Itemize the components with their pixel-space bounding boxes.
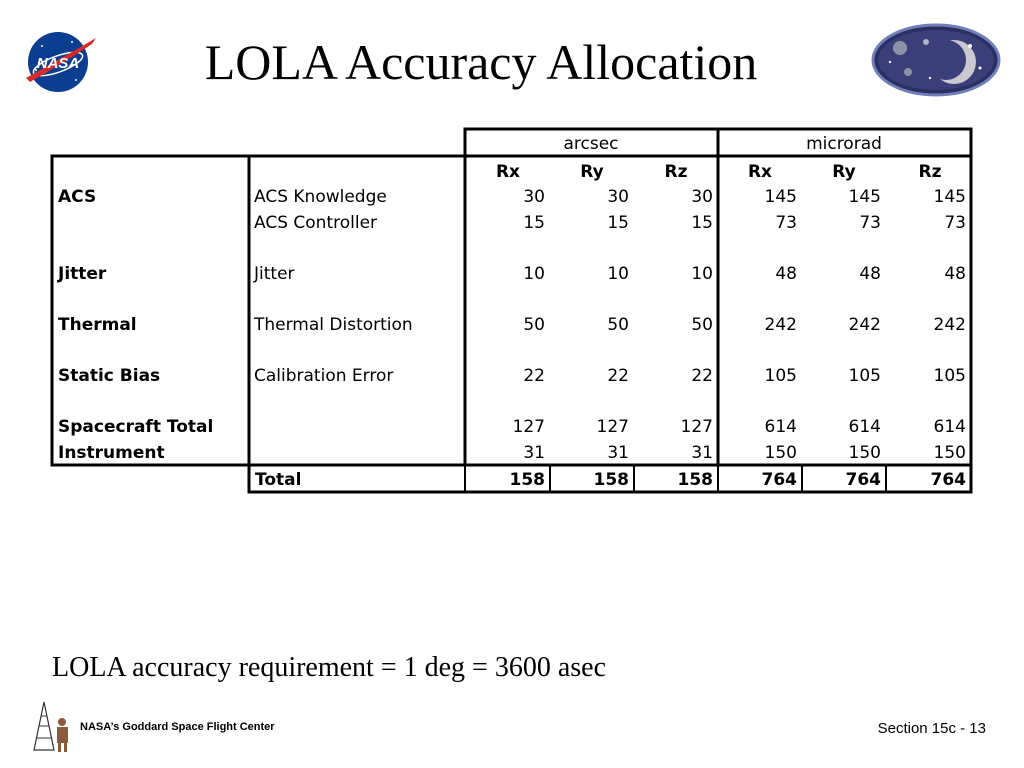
table-cell: 48: [944, 264, 966, 284]
table-cell: 105: [764, 366, 797, 386]
row-item: Thermal Distortion: [254, 315, 413, 335]
table-cell: 48: [775, 264, 797, 284]
row-category: Jitter: [58, 264, 107, 284]
table-cell: 22: [607, 366, 629, 386]
table-cell: 127: [512, 417, 545, 437]
table-cell: 614: [848, 417, 881, 437]
table-cell: 15: [523, 213, 545, 233]
row-category: Instrument: [58, 443, 165, 463]
table-cell: 30: [691, 187, 713, 207]
total-cell: 764: [761, 470, 797, 490]
table-cell: 145: [764, 187, 797, 207]
total-cell: 158: [677, 470, 713, 490]
axis-header: Ry: [580, 162, 604, 182]
total-values: [510, 470, 967, 490]
table-cell: 10: [691, 264, 713, 284]
table-cell: 15: [691, 213, 713, 233]
goddard-logo: [28, 698, 78, 754]
table-cell: 145: [848, 187, 881, 207]
table-cell: 50: [607, 315, 629, 335]
table-cell: 30: [523, 187, 545, 207]
table-cell: 105: [848, 366, 881, 386]
total-cell: 764: [845, 470, 881, 490]
table-cell: 31: [691, 443, 713, 463]
table-cell: 614: [764, 417, 797, 437]
slide-title: LOLA Accuracy Allocation: [204, 34, 758, 90]
table-cell: 127: [680, 417, 713, 437]
table-cell: 22: [691, 366, 713, 386]
group-header-arcsec: arcsec: [563, 134, 619, 154]
table-cell: 242: [933, 315, 966, 335]
table-cell: 31: [607, 443, 629, 463]
table-cell: 73: [859, 213, 881, 233]
total-label: Total: [255, 470, 302, 490]
table-cell: 30: [607, 187, 629, 207]
total-cell: 158: [509, 470, 545, 490]
total-cell: 158: [593, 470, 629, 490]
table-cell: 50: [523, 315, 545, 335]
table-cell: 31: [523, 443, 545, 463]
table-cell: 242: [764, 315, 797, 335]
axis-header: Rx: [747, 162, 773, 182]
table-cell: 73: [775, 213, 797, 233]
row-item: Calibration Error: [254, 366, 394, 386]
axis-header: Rz: [918, 162, 942, 182]
axis-header: Rx: [495, 162, 521, 182]
axis-header: Ry: [832, 162, 856, 182]
table-cell: 50: [691, 315, 713, 335]
nasa-logo-text: NASA: [36, 55, 80, 72]
row-category: Thermal: [58, 315, 137, 335]
row-item: ACS Controller: [254, 213, 378, 233]
accuracy-requirement-note: LOLA accuracy requirement = 1 deg = 3600 asec: [52, 652, 607, 683]
row-item: ACS Knowledge: [254, 187, 387, 207]
table-cell: 150: [764, 443, 797, 463]
table-cell: 10: [523, 264, 545, 284]
table-cell: 150: [848, 443, 881, 463]
table-cell: 614: [933, 417, 966, 437]
table-cell: 10: [607, 264, 629, 284]
group-header-microrad: microrad: [806, 134, 882, 154]
table-cell: 145: [933, 187, 966, 207]
table-cell: 15: [607, 213, 629, 233]
section-number: Section 15c - 13: [877, 720, 986, 737]
row-category: Spacecraft Total: [58, 417, 214, 437]
row-category: Static Bias: [58, 366, 161, 386]
footer-org: NASA’s Goddard Space Flight Center: [80, 721, 275, 733]
axis-header: Rz: [664, 162, 688, 182]
table-cell: 105: [933, 366, 966, 386]
row-category: ACS: [58, 187, 97, 207]
table-cell: 22: [523, 366, 545, 386]
table-cell: 150: [933, 443, 966, 463]
table-rows: [57, 187, 966, 463]
row-item: Jitter: [254, 264, 295, 284]
table-cell: 242: [848, 315, 881, 335]
table-cell: 48: [859, 264, 881, 284]
total-cell: 764: [930, 470, 966, 490]
table-cell: 127: [596, 417, 629, 437]
table-cell: 73: [944, 213, 966, 233]
